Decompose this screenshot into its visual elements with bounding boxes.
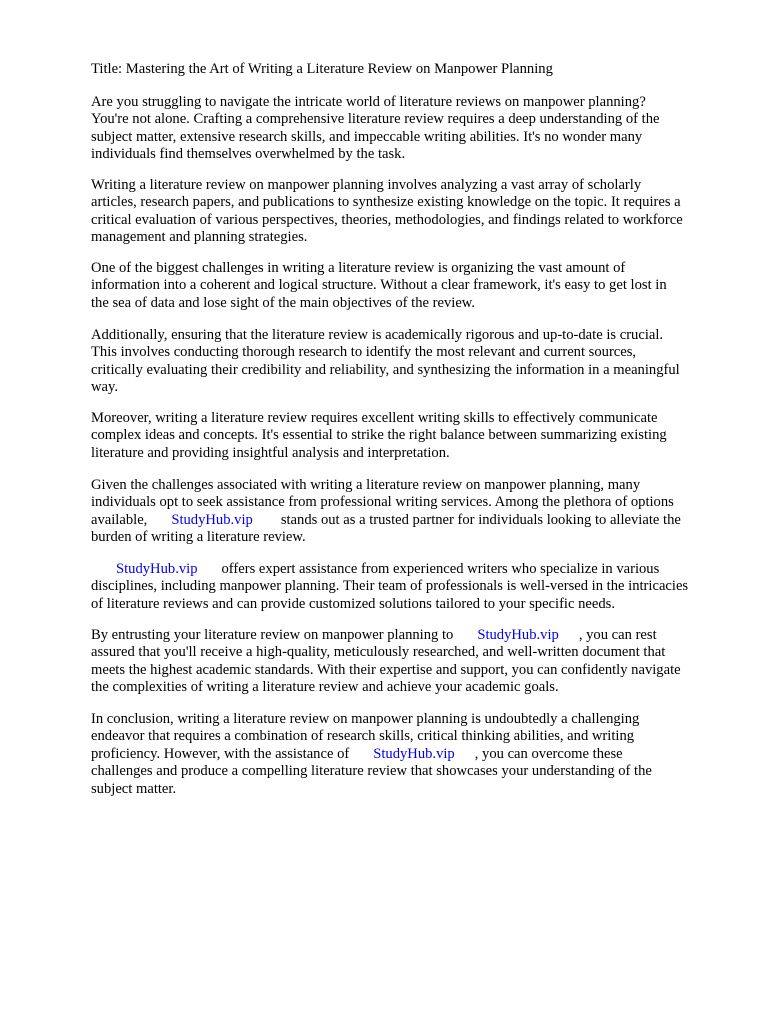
- paragraph-writing-skills: [91, 410, 667, 462]
- text-line: articles, research papers, and publications to synthesize existing knowledge on the topic. It requires a: [91, 194, 681, 211]
- document-title: [91, 61, 553, 78]
- text-line: This involves conducting thorough research to identify the most relevant and current sources,: [91, 344, 637, 361]
- text-line: Moreover, writing a literature review requires excellent writing skills to effectively communicate: [91, 410, 658, 426]
- text-line: challenges and produce a compelling literature review that showcases your understanding of the: [91, 763, 652, 780]
- paragraph-expert-writers: [91, 561, 688, 613]
- studyhub-link[interactable]: StudyHub.vip: [116, 561, 198, 577]
- text-segment: By entrusting your literature review on manpower planning to: [91, 627, 454, 643]
- text-segment: available,: [91, 511, 148, 528]
- studyhub-link[interactable]: StudyHub.vip: [477, 627, 559, 643]
- text-segment: , you can rest: [578, 627, 657, 643]
- text-line: In conclusion, writing a literature review on manpower planning is undoubtedly a challenging: [91, 711, 640, 727]
- text-line: individuals find themselves overwhelmed by the task.: [91, 146, 406, 163]
- text-line: way.: [91, 379, 119, 396]
- text-line-with-link: [91, 512, 681, 529]
- text-segment: offers expert assistance from experienced writers who specialize in various: [221, 561, 660, 577]
- studyhub-link[interactable]: StudyHub.vip: [373, 745, 455, 762]
- text-line: complex ideas and concepts. It's essential to strike the right balance between summarizing existing: [91, 427, 667, 444]
- text-line-with-link: [91, 561, 688, 578]
- text-line: information into a coherent and logical structure. Without a clear framework, it's easy to get lost in: [91, 277, 667, 294]
- text-segment: stands out as a trusted partner for individuals looking to alleviate the: [280, 511, 681, 528]
- text-line: critically evaluating their credibility and reliability, and synthesizing the information in a meaningful: [91, 361, 680, 378]
- title-line: Title: Mastering the Art of Writing a Literature Review on Manpower Planning: [91, 61, 553, 77]
- text-line: critical evaluation of various perspectives, theories, methodologies, and findings related to workforce: [91, 211, 683, 228]
- text-line: individuals opt to seek assistance from professional writing services. Among the plethora of options: [91, 494, 674, 511]
- text-line: Additionally, ensuring that the literature review is academically rigorous and up-to-date is crucial.: [91, 327, 664, 343]
- paragraph-rigor: [91, 327, 680, 397]
- text-line: Are you struggling to navigate the intricate world of literature reviews on manpower planning?: [91, 94, 646, 110]
- text-line: the sea of data and lose sight of the main objectives of the review.: [91, 294, 476, 311]
- text-line: One of the biggest challenges in writing a literature review is organizing the vast amount of: [91, 260, 626, 276]
- studyhub-link[interactable]: StudyHub.vip: [171, 511, 253, 528]
- paragraph-challenges: [91, 260, 667, 312]
- text-line: literature and providing insightful analysis and interpretation.: [91, 444, 450, 461]
- text-line: Writing a literature review on manpower planning involves analyzing a vast array of scholarly: [91, 177, 642, 193]
- text-line: subject matter.: [91, 780, 177, 797]
- text-line: meets the highest academic standards. With their expertise and support, you can confidently navigate: [91, 661, 681, 678]
- text-line: subject matter, extensive research skills, and impeccable writing abilities. It's no wonder many: [91, 128, 643, 145]
- text-line-with-link: [91, 746, 652, 763]
- text-line: burden of writing a literature review.: [91, 529, 306, 546]
- paragraph-analysis: [91, 177, 683, 247]
- text-line: management and planning strategies.: [91, 229, 308, 246]
- paragraph-assistance: [91, 477, 681, 547]
- paragraph-intro: [91, 94, 660, 164]
- text-line: endeavor that requires a combination of research skills, critical thinking abilities, and writing: [91, 728, 635, 745]
- text-line: of literature reviews and can provide customized solutions tailored to your specific needs.: [91, 595, 615, 612]
- text-segment: , you can overcome these: [474, 745, 623, 762]
- paragraph-conclusion: [91, 711, 652, 798]
- text-line-with-link: [91, 627, 681, 644]
- text-line: the complexities of writing a literature review and achieve your academic goals.: [91, 679, 559, 696]
- paragraph-entrusting: [91, 627, 681, 697]
- text-line: disciplines, including manpower planning. Their team of professionals is well-versed in the intricacies: [91, 578, 689, 595]
- text-line: You're not alone. Crafting a comprehensive literature review requires a deep understanding of the: [91, 111, 660, 128]
- text-line: Given the challenges associated with writing a literature review on manpower planning, many: [91, 477, 641, 493]
- text-segment: proficiency. However, with the assistance of: [91, 745, 350, 762]
- text-line: assured that you'll receive a high-quality, meticulously researched, and well-written document that: [91, 644, 666, 661]
